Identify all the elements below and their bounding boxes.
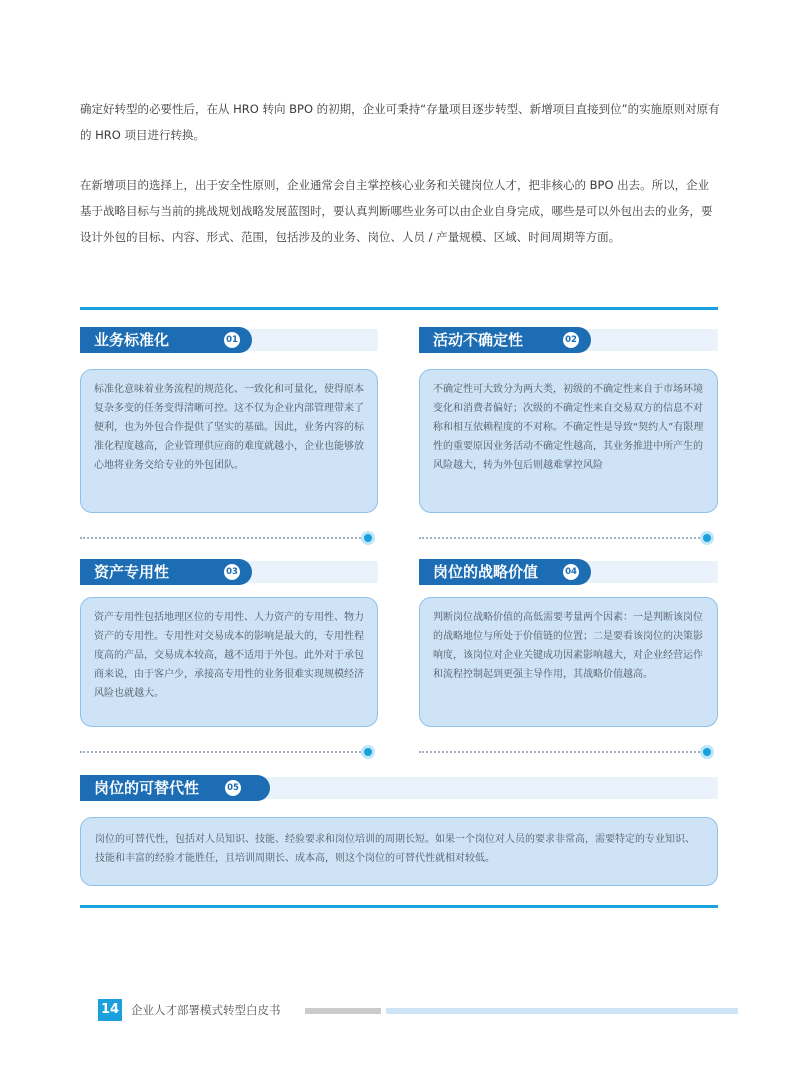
divider-dot [361, 531, 375, 545]
dotted-divider [80, 751, 365, 753]
factor-number-badge: 02 [563, 332, 579, 348]
divider-dot [361, 745, 375, 759]
factor-header-02 [419, 327, 718, 353]
factor-text: 资产专用性包括地理区位的专用性、人力资产的专用性、物力资产的专用性。专用性对交易成本的影响是最大的，专用性程度高的产品，交易成本较高，越不适用于外包。此外对于承包商来说，由于客户少，承接高专用性的业务很难实现规模经济风险也就越大。 [94, 612, 364, 699]
section-bottom-rule [80, 905, 718, 908]
dotted-divider [80, 537, 365, 539]
factor-header-01 [80, 327, 378, 353]
factor-title: 岗位的可替代性 [80, 775, 270, 801]
factor-card-02 [419, 369, 718, 513]
divider-dot [700, 745, 714, 759]
factor-header-04 [419, 559, 718, 585]
footer-bar-gray [305, 1008, 381, 1014]
dotted-divider [419, 751, 704, 753]
factor-text: 岗位的可替代性，包括对人员知识、技能、经验要求和岗位培训的周期长短。如果一个岗位对人员的要求非常高，需要特定的专业知识、技能和丰富的经验才能胜任，且培训周期长、成本高，则这个岗位的可替代性就相对较低。 [95, 834, 695, 864]
factor-text: 标准化意味着业务流程的规范化、一致化和可量化，使得原本复杂多变的任务变得清晰可控。这不仅为企业内部管理带来了便利，也为外包合作提供了坚实的基础。因此，业务内容的标准化程度越高，企业管理供应商的难度就越小，企业也能够放心地将业务交给专业的外包团队。 [94, 384, 364, 471]
factor-header-03 [80, 559, 378, 585]
divider-dot [700, 531, 714, 545]
dotted-divider [419, 537, 704, 539]
document-title: 企业人才部署模式转型白皮书 [131, 1003, 281, 1017]
factor-number-badge: 01 [224, 332, 240, 348]
intro-paragraph-2: 在新增项目的选择上，出于安全性原则，企业通常会自主掌控核心业务和关键岗位人才，把非核心的 BPO 出去。所以，企业基于战略目标与当前的挑战规划战略发展蓝图时，要认真判断哪些业务可以由企业自身完成，哪些是可以外包出去的业务，要设计外包的目标、内容、形式、范围，包括涉及的业务、岗位、人员 / 产量规模、区域、时间周期等方面。 [80, 178, 713, 244]
factor-card-01 [80, 369, 378, 513]
factor-title: 资产专用性 [80, 559, 252, 585]
section-top-rule [80, 307, 718, 310]
factor-text: 判断岗位战略价值的高低需要考量两个因素：一是判断该岗位的战略地位与所处于价值链的位置；二是要看该岗位的决策影响度，该岗位对企业关键成功因素影响越大，对企业经营运作和流程控制起到更强主导作用，其战略价值越高。 [433, 612, 703, 680]
factor-header-05 [80, 775, 718, 801]
factor-title: 活动不确定性 [419, 327, 591, 353]
factor-number-badge: 05 [225, 780, 241, 796]
factor-number-badge: 04 [563, 564, 579, 580]
factor-card-04 [419, 597, 718, 727]
page-number: 14 [98, 999, 122, 1021]
factor-card-03 [80, 597, 378, 727]
factor-card-05 [80, 817, 718, 886]
footer-bar-blue [386, 1008, 738, 1014]
intro-paragraph-1: 确定好转型的必要性后，在从 HRO 转向 BPO 的初期，企业可秉持“存量项目逐步转型、新增项目直接到位”的实施原则对原有的 HRO 项目进行转换。 [80, 102, 720, 142]
factor-title: 业务标准化 [80, 327, 252, 353]
factor-text: 不确定性可大致分为两大类，初级的不确定性来自于市场环境变化和消费者偏好；次级的不确定性来自交易双方的信息不对称和相互依赖程度的不对称。不确定性是导致“契约人”有限理性的重要原因业务活动不确定性越高，其业务推进中所产生的风险越大，转为外包后则越难掌控风险 [433, 384, 704, 471]
factor-title: 岗位的战略价值 [419, 559, 591, 585]
factor-number-badge: 03 [224, 564, 240, 580]
